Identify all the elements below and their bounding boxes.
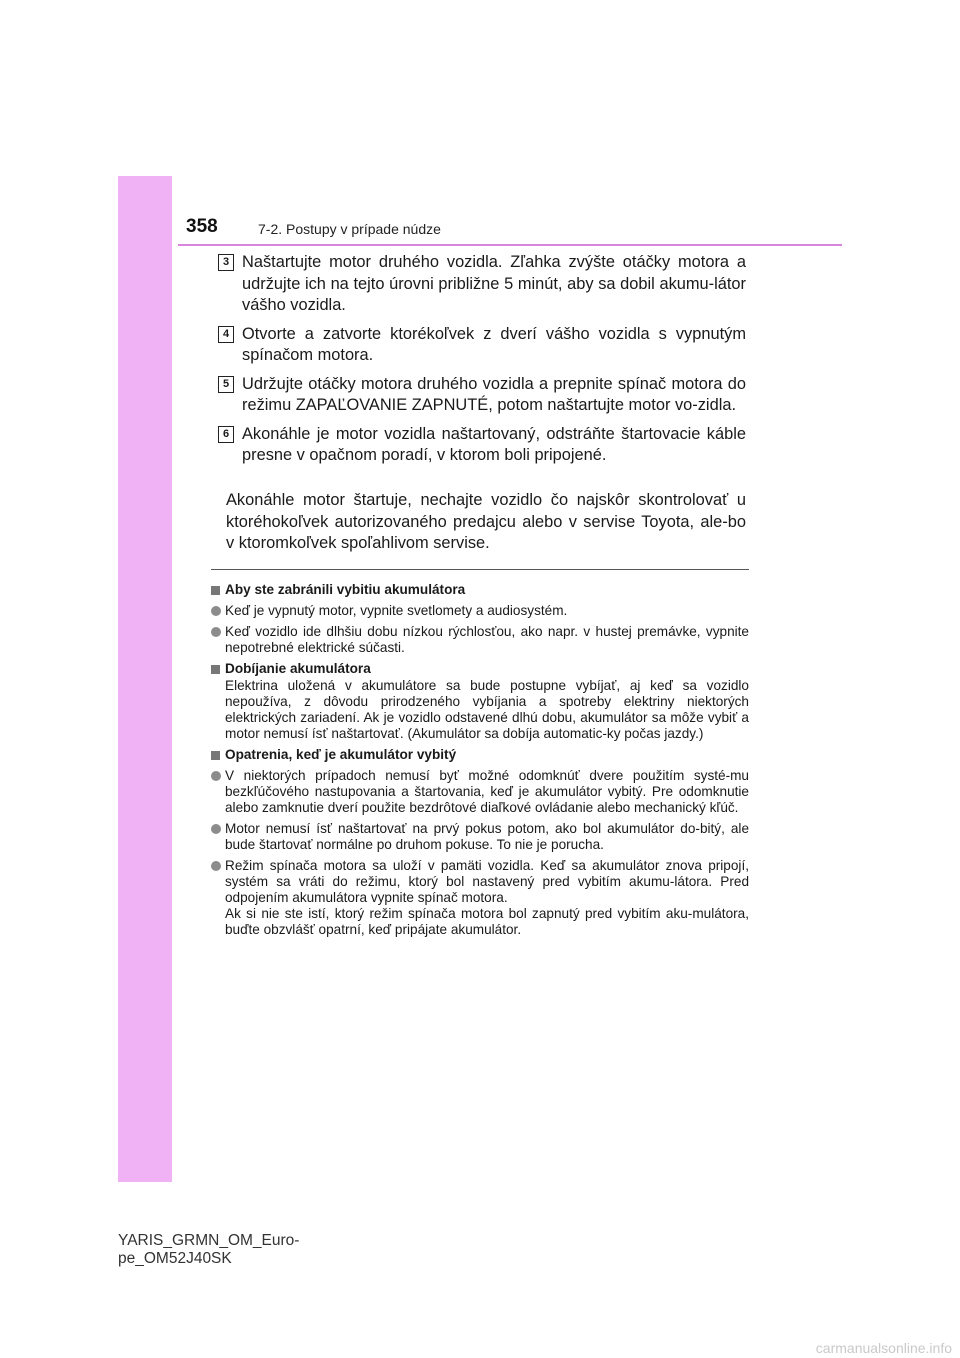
info-bullet [211,624,749,656]
bullet-text: Keď je vypnutý motor, vypnite svetlomety a audiosystém. [225,603,568,618]
info-heading-recharging [211,661,749,677]
bullet-text: V niektorých prípadoch nemusí byť možné odomknúť dvere použitím systé-mu bezkľúčového nastupovania a štartovania, keď je akumulátor vybitý. Pre odomknutie alebo zamknutie dverí použite bezdrôtové diaľkové ovládanie alebo mechanický kľúč. [225,768,749,815]
step-5 [218,374,746,417]
info-bullet [211,821,749,853]
bullet-text: Motor nemusí ísť naštartovať na prvý pokus potom, ako bol akumulátor do-bitý, ale bude štartovať normálne po druhom pokuse. To nie je porucha. [225,821,749,852]
circle-bullet-icon [211,861,221,871]
steps-list [218,252,746,474]
info-divider [211,569,749,570]
square-bullet-icon [211,586,220,595]
footer-line-1: YARIS_GRMN_OM_Euro- [118,1232,300,1249]
step-text: Udržujte otáčky motora druhého vozidla a prepnite spínač motora do režimu ZAPAĽOVANIE ZAPNUTÉ, potom naštartujte motor vo-zidla. [242,374,746,414]
section-title: 7-2. Postupy v prípade núdze [258,221,441,237]
info-heading-discharged-precautions [211,747,749,763]
step-number-badge: 6 [218,426,234,443]
info-paragraph: Elektrina uložená v akumulátore sa bude postupne vybíjať, aj keď sa vozidlo nepoužíva, z dôvodu prirodzeného vybíjania a spotreby elektriny niektorých elektrických zariadení. Ak je vozidlo odstavené dlhú dobu, akumulátor sa môže vybiť a motor nemusí ísť naštartovať. (Akumulátor sa dobíja automatic-ky počas jazdy.) [225,678,749,741]
info-section [211,577,749,938]
step-number-badge: 5 [218,376,234,393]
bullet-text: Keď vozidlo ide dlhšiu dobu nízkou rýchlosťou, ako napr. v hustej premávke, vypnite nepotrebné elektrické súčasti. [225,624,749,655]
step-number-badge: 3 [218,254,234,271]
info-bullet [211,768,749,816]
circle-bullet-icon [211,824,221,834]
watermark: carmanualsonline.info [815,1340,952,1356]
step-4 [218,324,746,367]
info-bullet [211,858,749,938]
info-heading-text: Opatrenia, keď je akumulátor vybitý [225,747,457,762]
step-text: Otvorte a zatvorte ktorékoľvek z dverí vášho vozidla s vypnutým spínačom motora. [242,324,746,364]
info-heading-text: Dobíjanie akumulátora [225,661,371,676]
step-6 [218,424,746,467]
bullet-text-continuation: Ak si nie ste istí, ktorý režim spínača motora bol zapnutý pred vybitím aku-mulátora, buďte obzvlášť opatrní, keď pripájate akumulátor. [225,906,749,937]
step-text: Naštartujte motor druhého vozidla. Zľahka zvýšte otáčky motora a udržujte ich na tejto úrovni približne 5 minút, aby sa dobil akumu-látor vášho vozidla. [242,253,746,314]
info-heading-prevent-discharge [211,582,749,598]
info-bullet [211,603,749,619]
bullet-text: Režim spínača motora sa uloží v pamäti vozidla. Keď sa akumulátor znova pripojí, systém sa vráti do režimu, ktorý bol nastavený pred vybitím akumu-látora. Pred odpojením akumulátora vypnite spínač motora. [225,858,749,905]
footer-line-2: pe_OM52J40SK [118,1250,232,1267]
header-divider [178,244,842,246]
circle-bullet-icon [211,771,221,781]
service-note: Akonáhle motor štartuje, nechajte vozidlo čo najskôr skontrolovať u ktoréhokoľvek autorizovaného predajcu alebo v servise Toyota, ale-bo v ktoromkoľvek spoľahlivom servise. [226,491,746,552]
circle-bullet-icon [211,606,221,616]
square-bullet-icon [211,665,220,674]
step-number-badge: 4 [218,326,234,343]
page-number: 358 [186,216,218,237]
document-footer [118,1232,299,1268]
circle-bullet-icon [211,627,221,637]
info-heading-text: Aby ste zabránili vybitiu akumulátora [225,582,466,597]
step-3 [218,252,746,317]
step-text: Akonáhle je motor vozidla naštartovaný, odstráňte štartovacie káble presne v opačnom poradí, v ktorom boli pripojené. [242,424,746,464]
square-bullet-icon [211,751,220,760]
side-tab-band [118,176,172,1182]
